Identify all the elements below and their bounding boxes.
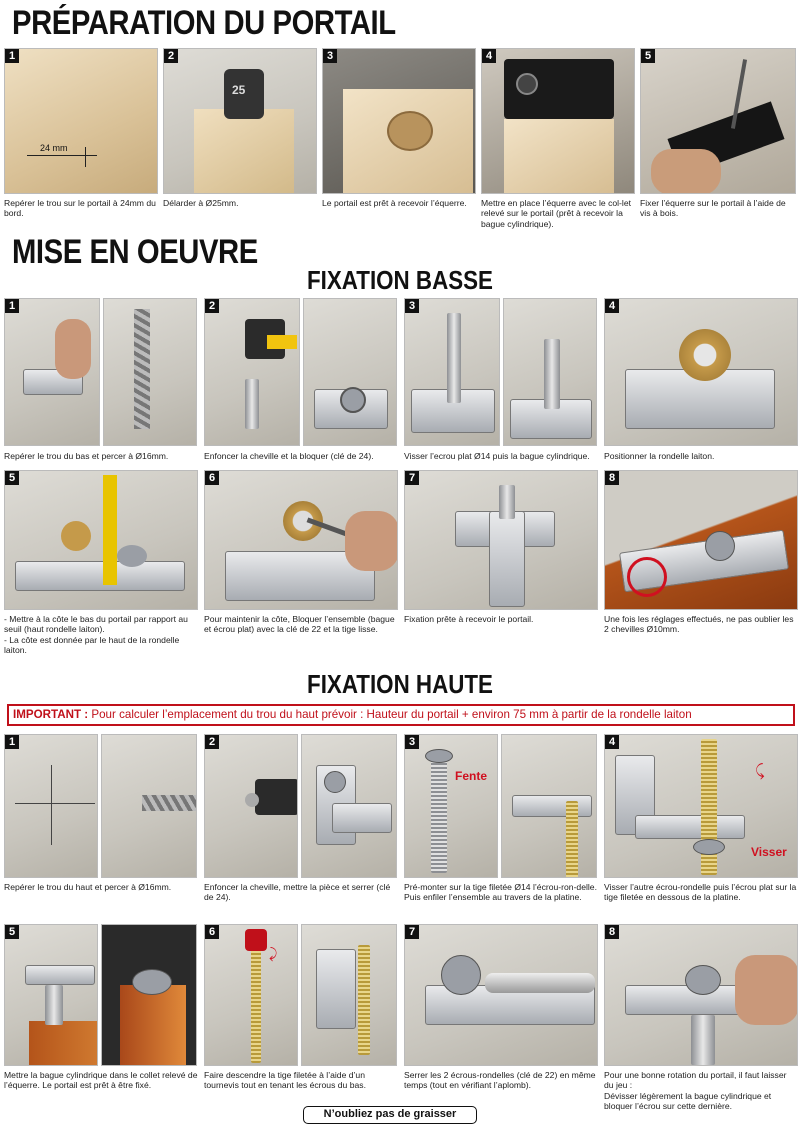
hand <box>651 149 721 194</box>
grease-reminder: N’oubliez pas de graisser <box>303 1106 477 1124</box>
washer-nut <box>693 839 725 855</box>
brass-washer <box>679 329 731 381</box>
prep-caption-3: Le portail est prêt à recevoir l’équerre. <box>322 198 467 208</box>
cylinder-ring <box>544 339 560 409</box>
prep-caption-5: Fixer l’équerre sur le portail à l’aide de vis à bois. <box>640 198 786 219</box>
step-number: 5 <box>5 471 19 485</box>
cylinder-ring <box>499 485 515 519</box>
angle-bracket-arm <box>635 815 745 839</box>
basse-caption-1: Repérer le trou du bas et percer à Ø16mm. <box>4 451 169 461</box>
bracket-collar <box>132 969 172 995</box>
anchor <box>245 793 259 807</box>
haute-caption-7: Serrer les 2 écrous-rondelles (clé de 22) en même temps (tout en vérifiant l’aplomb). <box>404 1070 596 1091</box>
nut <box>117 545 147 567</box>
step-number: 7 <box>405 925 419 939</box>
step-number: 2 <box>205 735 219 749</box>
basse-caption-5-line-2: - La côte est donnée par le haut de la rondelle laiton. <box>4 634 180 656</box>
basse-photo-3a <box>404 298 500 446</box>
haute-caption-2: Enfoncer la cheville, mettre la pièce et serrer (clé de 24). <box>204 882 391 903</box>
mark-horizontal <box>15 803 95 804</box>
title-mise-en-oeuvre: MISE EN OEUVRE <box>12 233 258 271</box>
basse-caption-5 <box>4 614 200 656</box>
haute-photo-1b <box>101 734 197 878</box>
fente-label: Fente <box>455 769 488 783</box>
prep-caption-1: Repérer le trou sur le portail à 24mm du bord. <box>4 198 156 219</box>
haute-photo-6b <box>301 924 397 1066</box>
basse-photo-6 <box>204 470 398 610</box>
nut <box>441 955 481 995</box>
basse-photo-8 <box>604 470 798 610</box>
wrench <box>485 973 595 993</box>
step-number: 8 <box>605 925 619 939</box>
step-number: 2 <box>164 49 178 63</box>
haute-caption-8 <box>604 1070 798 1112</box>
tape-measure <box>103 475 117 585</box>
threaded-rod <box>566 801 578 878</box>
screwdriver <box>245 929 267 951</box>
important-label: IMPORTANT : <box>13 708 89 721</box>
photo-dimension-label: 24 mm <box>40 143 68 153</box>
threaded-rod <box>431 759 447 873</box>
haute-caption-1: Repérer le trou du haut et percer à Ø16mm. <box>4 882 172 892</box>
step-number: 5 <box>641 49 655 63</box>
basse-photo-4 <box>604 298 798 446</box>
drill-bit <box>134 309 150 429</box>
threaded-rod <box>447 313 461 403</box>
haute-photo-3a <box>404 734 498 878</box>
haute-photo-1a <box>4 734 98 878</box>
visser-label: Visser <box>751 845 787 859</box>
haute-caption-5: Mettre la bague cylindrique dans le collet relevé de l’équerre. Le portail est prêt à être fixé. <box>4 1070 198 1091</box>
anchor <box>245 379 259 429</box>
prep-caption-4: Mettre en place l’équerre avec le col-let relevé sur le portail (prêt à recevoir la bague cylindrique). <box>481 198 631 229</box>
prep-caption-2: Délarder à Ø25mm. <box>163 198 239 208</box>
basse-caption-7: Fixation prête à recevoir le portail. <box>404 614 534 624</box>
step-number: 7 <box>405 471 419 485</box>
step-number: 3 <box>405 299 419 313</box>
step-number: 1 <box>5 299 19 313</box>
haute-photo-4 <box>604 734 798 878</box>
step-number: 1 <box>5 735 19 749</box>
threaded-rod <box>251 935 261 1063</box>
title-fixation-basse: FIXATION BASSE <box>307 265 493 295</box>
basse-photo-3b <box>503 298 597 446</box>
prep-photo-2 <box>163 48 317 194</box>
important-notice <box>7 704 795 726</box>
basse-caption-5-line-1: - Mettre à la côte le bas du portail par rapport au seuil (haut rondelle laiton). <box>4 614 188 635</box>
step-number: 2 <box>205 299 219 313</box>
haute-photo-5a <box>4 924 98 1066</box>
drill-bit <box>142 795 197 811</box>
basse-photo-2a <box>204 298 300 446</box>
haute-caption-8-line-1: Pour une bonne rotation du portail, il faut laisser du jeu : <box>604 1070 787 1091</box>
step-number: 8 <box>605 471 619 485</box>
haute-caption-8-line-2: Dévisser légèrement la bague cylindrique et bloquer l’écrou sur cette dernière. <box>604 1090 772 1112</box>
haute-photo-2b <box>301 734 397 878</box>
haute-photo-5b <box>101 924 197 1066</box>
hammer-handle <box>267 335 297 349</box>
angle-bracket <box>25 965 95 985</box>
prep-photo-4 <box>481 48 635 194</box>
basse-caption-6: Pour maintenir la côte, Bloquer l’ensemble (bague et écrou plat) avec la clé de 22 et la tige lisse. <box>204 614 395 635</box>
rotate-arrow-icon: ⤹ <box>755 763 765 780</box>
prep-photo-1 <box>4 48 158 194</box>
haute-photo-2a <box>204 734 298 878</box>
hammer-head <box>255 779 298 815</box>
angle-bracket <box>316 949 356 1029</box>
title-preparation: PRÉPARATION DU PORTAIL <box>12 4 396 42</box>
haute-photo-8 <box>604 924 798 1066</box>
bored-hole <box>387 111 433 151</box>
basse-photo-1b <box>103 298 197 446</box>
wood-post <box>504 119 614 194</box>
haute-caption-4: Visser l’autre écrou-rondelle puis l’écrou plat sur la tige filetée en dessous de la platine. <box>604 882 797 903</box>
nut <box>324 771 346 793</box>
threaded-rod <box>358 945 370 1055</box>
step-number: 5 <box>5 925 19 939</box>
gate-post <box>29 1021 98 1066</box>
basse-caption-3: Visser l’ecrou plat Ø14 puis la bague cylindrique. <box>404 451 590 461</box>
step-number: 3 <box>405 735 419 749</box>
nut <box>685 965 721 995</box>
rotate-arrow-icon: ⤸ <box>269 945 278 961</box>
hand <box>55 319 91 379</box>
bracket-collar <box>516 73 538 95</box>
washer-nut <box>425 749 453 763</box>
drill-bit-size: 25 <box>232 83 246 97</box>
prep-photo-5 <box>640 48 796 194</box>
nut <box>340 387 366 413</box>
basse-caption-8: Une fois les réglages effectués, ne pas oublier les 2 chevilles Ø10mm. <box>604 614 794 635</box>
haute-photo-7 <box>404 924 598 1066</box>
cylinder-ring <box>691 1015 715 1065</box>
step-number: 4 <box>605 299 619 313</box>
haute-photo-3b <box>501 734 597 878</box>
step-number: 6 <box>205 471 219 485</box>
highlight-circle <box>627 557 667 597</box>
mark-vertical <box>51 765 52 845</box>
dimension-line <box>27 155 97 156</box>
basse-photo-2b <box>303 298 397 446</box>
step-number: 6 <box>205 925 219 939</box>
cylinder-ring <box>45 985 63 1025</box>
hand <box>345 511 398 571</box>
gate-post <box>120 985 186 1066</box>
basse-photo-5 <box>4 470 198 610</box>
title-fixation-haute: FIXATION HAUTE <box>307 669 493 699</box>
brass-washer <box>61 521 91 551</box>
hand <box>735 955 798 1025</box>
basse-photo-1a <box>4 298 100 446</box>
basse-photo-7 <box>404 470 598 610</box>
nut <box>705 531 735 561</box>
step-number: 4 <box>482 49 496 63</box>
step-number: 1 <box>5 49 19 63</box>
haute-caption-6: Faire descendre la tige filetée à l’aide d’un tournevis tout en tenant les écrous du bas. <box>204 1070 366 1091</box>
haute-photo-6a <box>204 924 298 1066</box>
base-plate-leg <box>489 511 525 607</box>
angle-bracket <box>512 795 592 817</box>
step-number: 4 <box>605 735 619 749</box>
basse-caption-4: Positionner la rondelle laiton. <box>604 451 715 461</box>
basse-caption-2: Enfoncer la cheville et la bloquer (clé de 24). <box>204 451 374 461</box>
angle-bracket-arm <box>332 803 392 833</box>
haute-caption-3: Pré-monter sur la tige filetée Ø14 l’écrou-ron-delle. Puis enfiler l’ensemble au travers de la platine. <box>404 882 597 903</box>
crosshair-mark <box>85 147 86 167</box>
important-text: Pour calculer l’emplacement du trou du haut prévoir : Hauteur du portail + environ 75 mm à partir de la rondelle laiton <box>91 708 692 721</box>
base-plate <box>15 561 185 591</box>
prep-photo-3 <box>322 48 476 194</box>
step-number: 3 <box>323 49 337 63</box>
wood-post <box>194 109 294 194</box>
